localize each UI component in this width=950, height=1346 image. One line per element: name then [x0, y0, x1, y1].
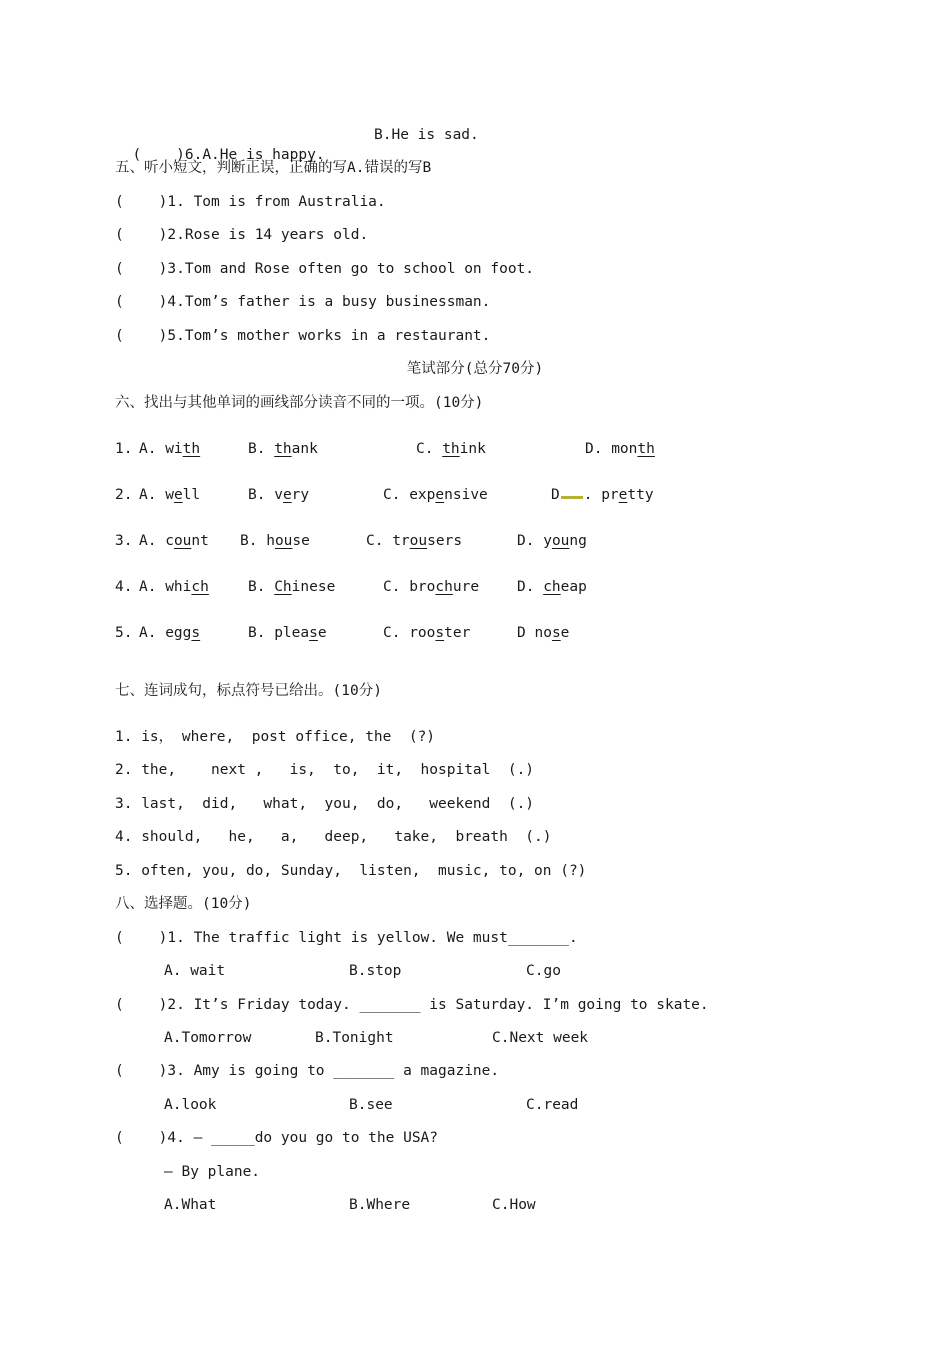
phonics-row-number: 3.	[115, 533, 133, 549]
true-false-item: ( )4.Tom’s father is a busy businessman.	[115, 294, 491, 310]
option-b: B.see	[349, 1097, 393, 1113]
option-c: C.go	[526, 963, 561, 979]
answer-paren[interactable]: ( )	[115, 997, 168, 1013]
phonics-option-a: A. eggs	[139, 625, 201, 641]
option-b: B.Where	[349, 1197, 411, 1213]
option-c: C.How	[492, 1197, 536, 1213]
true-false-item: ( )5.Tom’s mother works in a restaurant.	[115, 328, 491, 344]
phonics-option-a: A. with	[139, 441, 201, 457]
phonics-row-number: 2.	[115, 487, 133, 503]
question-number: 6.	[184, 147, 203, 163]
option-a: A.Tomorrow	[164, 1030, 252, 1046]
written-part-header: 笔试部分(总分70分)	[406, 361, 544, 377]
phonics-option-d: D. cheap	[517, 579, 587, 595]
option-c: C.Next week	[492, 1030, 589, 1046]
answer-paren[interactable]: ( )	[115, 194, 168, 210]
option-a: A. wait	[164, 963, 226, 979]
sentence-item: 3. last, did, what, you, do, weekend (.)	[115, 796, 535, 812]
phonics-option-d: D nose	[517, 625, 570, 641]
phonics-option-b: B. Chinese	[248, 579, 336, 595]
answer-paren[interactable]: ( )	[115, 227, 168, 243]
section-6-title: 六、找出与其他单词的画线部分读音不同的一项。(10分)	[115, 395, 484, 411]
phonics-option-a: A. which	[139, 579, 209, 595]
phonics-option-c: C. brochure	[383, 579, 480, 595]
section-5-title: 五、听小短文，判断正误，正确的写A.错误的写B	[115, 160, 432, 176]
phonics-option-c: C. expensive	[383, 487, 488, 503]
mc-question: ( )4. — _____do you go to the USA?	[115, 1130, 439, 1146]
phonics-option-a: A. well	[139, 487, 201, 503]
answer-paren[interactable]: ( )	[115, 930, 168, 946]
phonics-option-b: B. thank	[248, 441, 318, 457]
phonics-option-c: C. rooster	[383, 625, 471, 641]
mc-question: ( )1. The traffic light is yellow. We must_______.	[115, 930, 578, 946]
sentence-item: 4. should, he, a, deep, take, breath (.)	[115, 829, 552, 845]
phonics-option-d: D. month	[585, 441, 655, 457]
phonics-option-c: C. think	[416, 441, 486, 457]
option-b: B.He is sad.	[374, 127, 479, 143]
phonics-option-d: D. young	[517, 533, 587, 549]
option-a: A.He is happy.	[202, 147, 325, 163]
true-false-item: ( )1. Tom is from Australia.	[115, 194, 386, 210]
phonics-option-b: B. very	[248, 487, 310, 503]
mc-question: ( )2. It’s Friday today. _______ is Saturday. I’m going to skate.	[115, 997, 709, 1013]
answer-paren[interactable]: ( )	[115, 1130, 168, 1146]
section-8-title: 八、选择题。(10分)	[115, 896, 252, 912]
phonics-option-a: A. count	[139, 533, 209, 549]
dialogue-reply: — By plane.	[164, 1164, 261, 1180]
phonics-option-b: B. house	[240, 533, 310, 549]
answer-paren[interactable]: ( )	[132, 147, 185, 163]
true-false-item: ( )2.Rose is 14 years old.	[115, 227, 369, 243]
section-7-title: 七、连词成句，标点符号已给出。(10分)	[115, 683, 382, 699]
answer-paren[interactable]: ( )	[115, 294, 168, 310]
option-a: A.look	[164, 1097, 217, 1113]
mc-question: ( )3. Amy is going to _______ a magazine.	[115, 1063, 500, 1079]
sentence-item: 1. is， where, post office, the (?)	[115, 729, 436, 745]
answer-paren[interactable]: ( )	[115, 328, 168, 344]
phonics-option-d: D . pretty	[551, 487, 654, 503]
phonics-row-number: 5.	[115, 625, 133, 641]
option-c: C.read	[526, 1097, 579, 1113]
option-b: B.stop	[349, 963, 402, 979]
answer-paren[interactable]: ( )	[115, 1063, 168, 1079]
phonics-row-number: 1.	[115, 441, 133, 457]
option-b: B.Tonight	[315, 1030, 394, 1046]
sentence-item: 2. the, next , is, to, it, hospital (.)	[115, 762, 535, 778]
option-a: A.What	[164, 1197, 217, 1213]
true-false-item: ( )3.Tom and Rose often go to school on foot.	[115, 261, 535, 277]
phonics-option-c: C. trousers	[366, 533, 463, 549]
answer-paren[interactable]: ( )	[115, 261, 168, 277]
phonics-option-b: B. please	[248, 625, 327, 641]
phonics-row-number: 4.	[115, 579, 133, 595]
sentence-item: 5. often, you, do, Sunday, listen, music, to, on (?)	[115, 863, 587, 879]
